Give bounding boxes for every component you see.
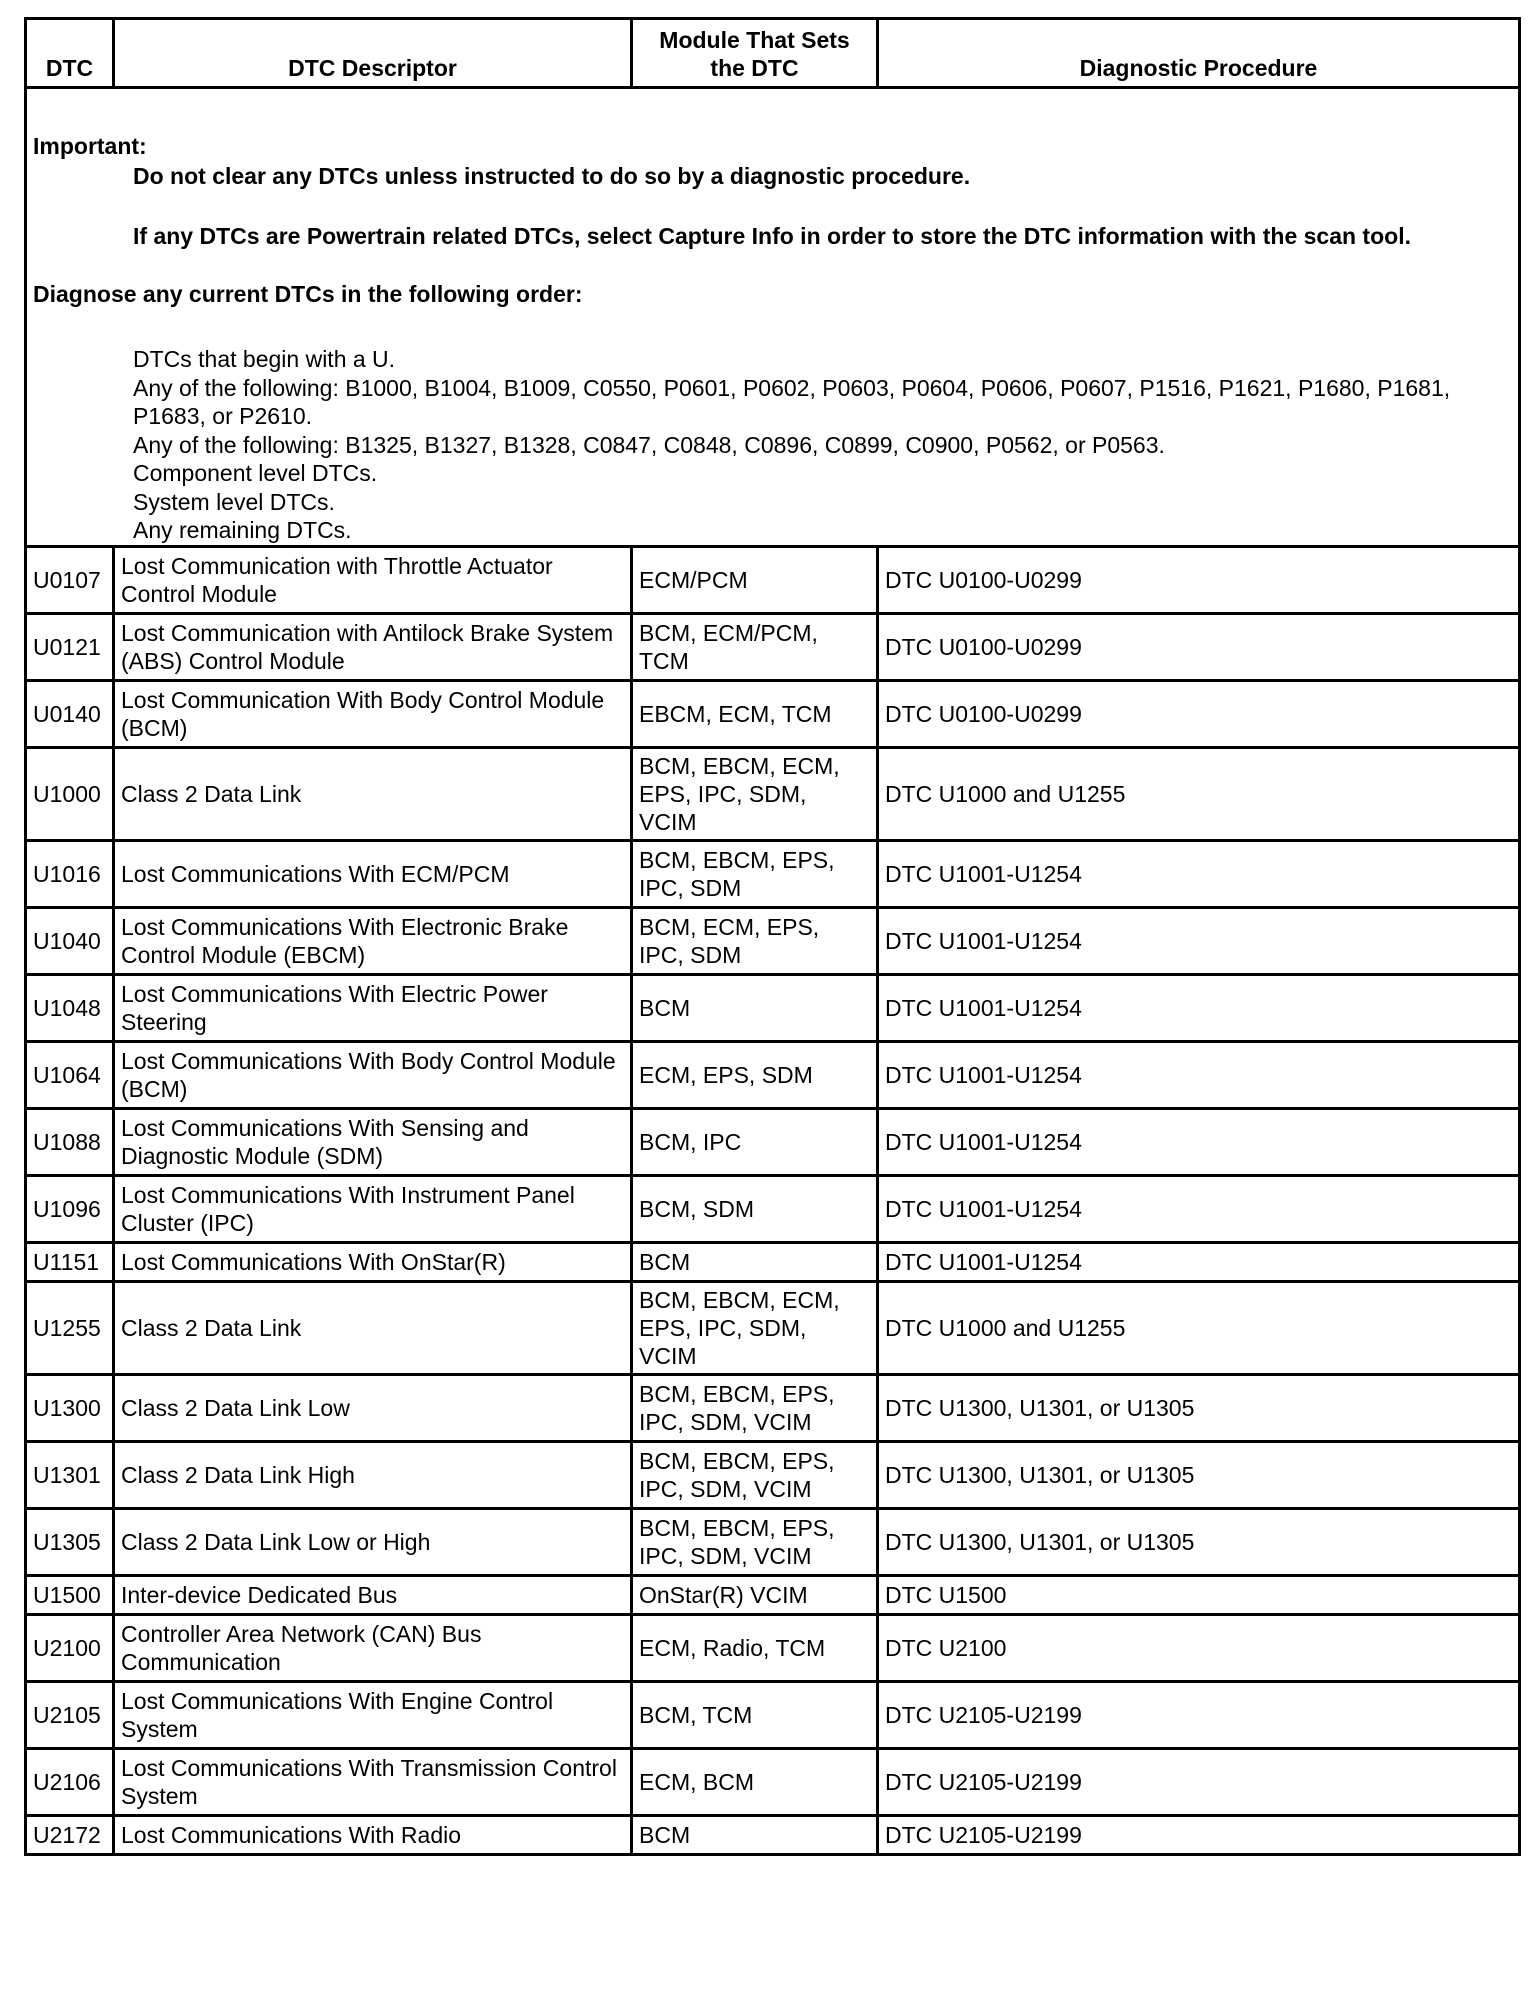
order-item: DTCs that begin with a U.: [133, 346, 396, 372]
table-row: [26, 546, 1520, 613]
dtc-descriptor-cell: Lost Communications With Electronic Brake Control Module (EBCM): [114, 907, 632, 974]
module-cell: ECM, EPS, SDM: [632, 1041, 878, 1108]
dtc-descriptor-cell: Lost Communications With Instrument Panel Cluster (IPC): [114, 1175, 632, 1242]
table-row: [26, 1041, 1520, 1108]
module-cell: BCM, ECM, EPS, IPC, SDM: [632, 907, 878, 974]
procedure-cell: DTC U1001-U1254: [878, 1175, 1520, 1242]
dtc-code-cell: U0140: [26, 680, 114, 747]
order-item: System level DTCs.: [133, 488, 335, 515]
module-cell: BCM: [632, 974, 878, 1041]
dtc-code-cell: U1096: [26, 1175, 114, 1242]
module-cell: ECM, Radio, TCM: [632, 1614, 878, 1681]
dtc-descriptor-cell: Class 2 Data Link: [114, 747, 632, 840]
dtc-descriptor-cell: Lost Communications With Transmission Control System: [114, 1748, 632, 1815]
procedure-cell: DTC U0100-U0299: [878, 546, 1520, 613]
order-list: [133, 345, 1512, 545]
important-label: Important:: [33, 133, 147, 159]
dtc-code-cell: U1255: [26, 1281, 114, 1374]
table-row: [26, 1575, 1520, 1614]
table-row: [26, 1242, 1520, 1281]
table-row: [26, 1681, 1520, 1748]
module-cell: BCM, EBCM, EPS, IPC, SDM: [632, 840, 878, 907]
dtc-descriptor-cell: Lost Communications With Engine Control System: [114, 1681, 632, 1748]
procedure-cell: DTC U2105-U2199: [878, 1815, 1520, 1854]
dtc-code-cell: U1088: [26, 1108, 114, 1175]
order-item: Any of the following: B1325, B1327, B1328, C0847, C0848, C0896, C0899, C0900, P0562, or P0563.: [133, 431, 1165, 458]
module-cell: BCM: [632, 1242, 878, 1281]
intro-cell: [26, 88, 1520, 547]
module-cell: BCM, SDM: [632, 1175, 878, 1242]
dtc-code-cell: U1064: [26, 1041, 114, 1108]
dtc-code-cell: U1300: [26, 1374, 114, 1441]
table-row: [26, 1281, 1520, 1374]
dtc-descriptor-cell: Class 2 Data Link: [114, 1281, 632, 1374]
dtc-descriptor-cell: Lost Communication with Throttle Actuator Control Module: [114, 546, 632, 613]
procedure-cell: DTC U2105-U2199: [878, 1748, 1520, 1815]
dtc-descriptor-cell: Lost Communications With OnStar(R): [114, 1242, 632, 1281]
module-cell: ECM, BCM: [632, 1748, 878, 1815]
dtc-descriptor-cell: Lost Communications With Body Control Module (BCM): [114, 1041, 632, 1108]
module-cell: BCM, ECM/PCM, TCM: [632, 613, 878, 680]
order-heading: Diagnose any current DTCs in the following order:: [33, 281, 583, 307]
module-cell: BCM, TCM: [632, 1681, 878, 1748]
dtc-table: [24, 17, 1521, 1856]
module-cell: BCM, EBCM, ECM, EPS, IPC, SDM, VCIM: [632, 747, 878, 840]
header-descriptor: DTC Descriptor: [114, 19, 632, 88]
module-cell: ECM/PCM: [632, 546, 878, 613]
dtc-descriptor-cell: Class 2 Data Link High: [114, 1441, 632, 1508]
important-note: If any DTCs are Powertrain related DTCs, select Capture Info in order to store the DTC information with the scan tool.: [133, 223, 1411, 249]
order-item: Any remaining DTCs.: [133, 517, 352, 543]
procedure-cell: DTC U1001-U1254: [878, 974, 1520, 1041]
dtc-code-cell: U1000: [26, 747, 114, 840]
dtc-code-cell: U1040: [26, 907, 114, 974]
intro-row: [26, 88, 1520, 547]
table-row: [26, 1108, 1520, 1175]
table-row: [26, 1815, 1520, 1854]
procedure-cell: DTC U1001-U1254: [878, 907, 1520, 974]
dtc-descriptor-cell: Lost Communications With ECM/PCM: [114, 840, 632, 907]
table-row: [26, 907, 1520, 974]
procedure-cell: DTC U2100: [878, 1614, 1520, 1681]
dtc-code-cell: U2106: [26, 1748, 114, 1815]
dtc-descriptor-cell: Inter-device Dedicated Bus: [114, 1575, 632, 1614]
table-row: [26, 747, 1520, 840]
dtc-descriptor-cell: Lost Communications With Electric Power Steering: [114, 974, 632, 1041]
header-row: [26, 19, 1520, 88]
dtc-code-cell: U1048: [26, 974, 114, 1041]
table-row: [26, 1175, 1520, 1242]
table-row: [26, 1614, 1520, 1681]
dtc-code-cell: U2100: [26, 1614, 114, 1681]
procedure-cell: DTC U0100-U0299: [878, 613, 1520, 680]
procedure-cell: DTC U1300, U1301, or U1305: [878, 1374, 1520, 1441]
procedure-cell: DTC U1001-U1254: [878, 1108, 1520, 1175]
dtc-code-cell: U0107: [26, 546, 114, 613]
dtc-code-cell: U0121: [26, 613, 114, 680]
table-row: [26, 1441, 1520, 1508]
table-row: [26, 974, 1520, 1041]
order-item: Component level DTCs.: [133, 460, 378, 486]
module-cell: EBCM, ECM, TCM: [632, 680, 878, 747]
module-cell: OnStar(R) VCIM: [632, 1575, 878, 1614]
procedure-cell: DTC U1000 and U1255: [878, 1281, 1520, 1374]
module-cell: BCM, EBCM, EPS, IPC, SDM, VCIM: [632, 1441, 878, 1508]
table-row: [26, 1508, 1520, 1575]
dtc-descriptor-cell: Lost Communication With Body Control Module (BCM): [114, 680, 632, 747]
dtc-descriptor-cell: Lost Communications With Radio: [114, 1815, 632, 1854]
procedure-cell: DTC U1500: [878, 1575, 1520, 1614]
procedure-cell: DTC U2105-U2199: [878, 1681, 1520, 1748]
header-dtc: DTC: [26, 19, 114, 88]
dtc-code-cell: U1500: [26, 1575, 114, 1614]
dtc-code-cell: U1301: [26, 1441, 114, 1508]
procedure-cell: DTC U1001-U1254: [878, 1041, 1520, 1108]
table-body: [26, 88, 1520, 1855]
dtc-code-cell: U1016: [26, 840, 114, 907]
table-header: [26, 19, 1520, 88]
procedure-cell: DTC U1001-U1254: [878, 840, 1520, 907]
dtc-descriptor-cell: Class 2 Data Link Low: [114, 1374, 632, 1441]
table-row: [26, 1374, 1520, 1441]
procedure-cell: DTC U0100-U0299: [878, 680, 1520, 747]
module-cell: BCM, EBCM, EPS, IPC, SDM, VCIM: [632, 1508, 878, 1575]
dtc-descriptor-cell: Lost Communication with Antilock Brake System (ABS) Control Module: [114, 613, 632, 680]
header-module: Module That Sets the DTC: [632, 19, 878, 88]
procedure-cell: DTC U1300, U1301, or U1305: [878, 1508, 1520, 1575]
module-cell: BCM, EBCM, ECM, EPS, IPC, SDM, VCIM: [632, 1281, 878, 1374]
dtc-code-cell: U2105: [26, 1681, 114, 1748]
module-cell: BCM, EBCM, EPS, IPC, SDM, VCIM: [632, 1374, 878, 1441]
important-note: Do not clear any DTCs unless instructed to do so by a diagnostic procedure.: [133, 163, 971, 189]
table-row: [26, 840, 1520, 907]
module-cell: BCM: [632, 1815, 878, 1854]
table-row: [26, 680, 1520, 747]
dtc-code-cell: U2172: [26, 1815, 114, 1854]
table-row: [26, 613, 1520, 680]
procedure-cell: DTC U1000 and U1255: [878, 747, 1520, 840]
dtc-descriptor-cell: Class 2 Data Link Low or High: [114, 1508, 632, 1575]
order-item: Any of the following: B1000, B1004, B1009, C0550, P0601, P0602, P0603, P0604, P0606, P0607, P1516, P1621, P1680, P1681, P1683, or P2610.: [133, 374, 1451, 429]
procedure-cell: DTC U1001-U1254: [878, 1242, 1520, 1281]
procedure-cell: DTC U1300, U1301, or U1305: [878, 1441, 1520, 1508]
dtc-code-cell: U1305: [26, 1508, 114, 1575]
table-row: [26, 1748, 1520, 1815]
module-cell: BCM, IPC: [632, 1108, 878, 1175]
dtc-descriptor-cell: Lost Communications With Sensing and Diagnostic Module (SDM): [114, 1108, 632, 1175]
header-procedure: Diagnostic Procedure: [878, 19, 1520, 88]
dtc-code-cell: U1151: [26, 1242, 114, 1281]
dtc-descriptor-cell: Controller Area Network (CAN) Bus Communication: [114, 1614, 632, 1681]
